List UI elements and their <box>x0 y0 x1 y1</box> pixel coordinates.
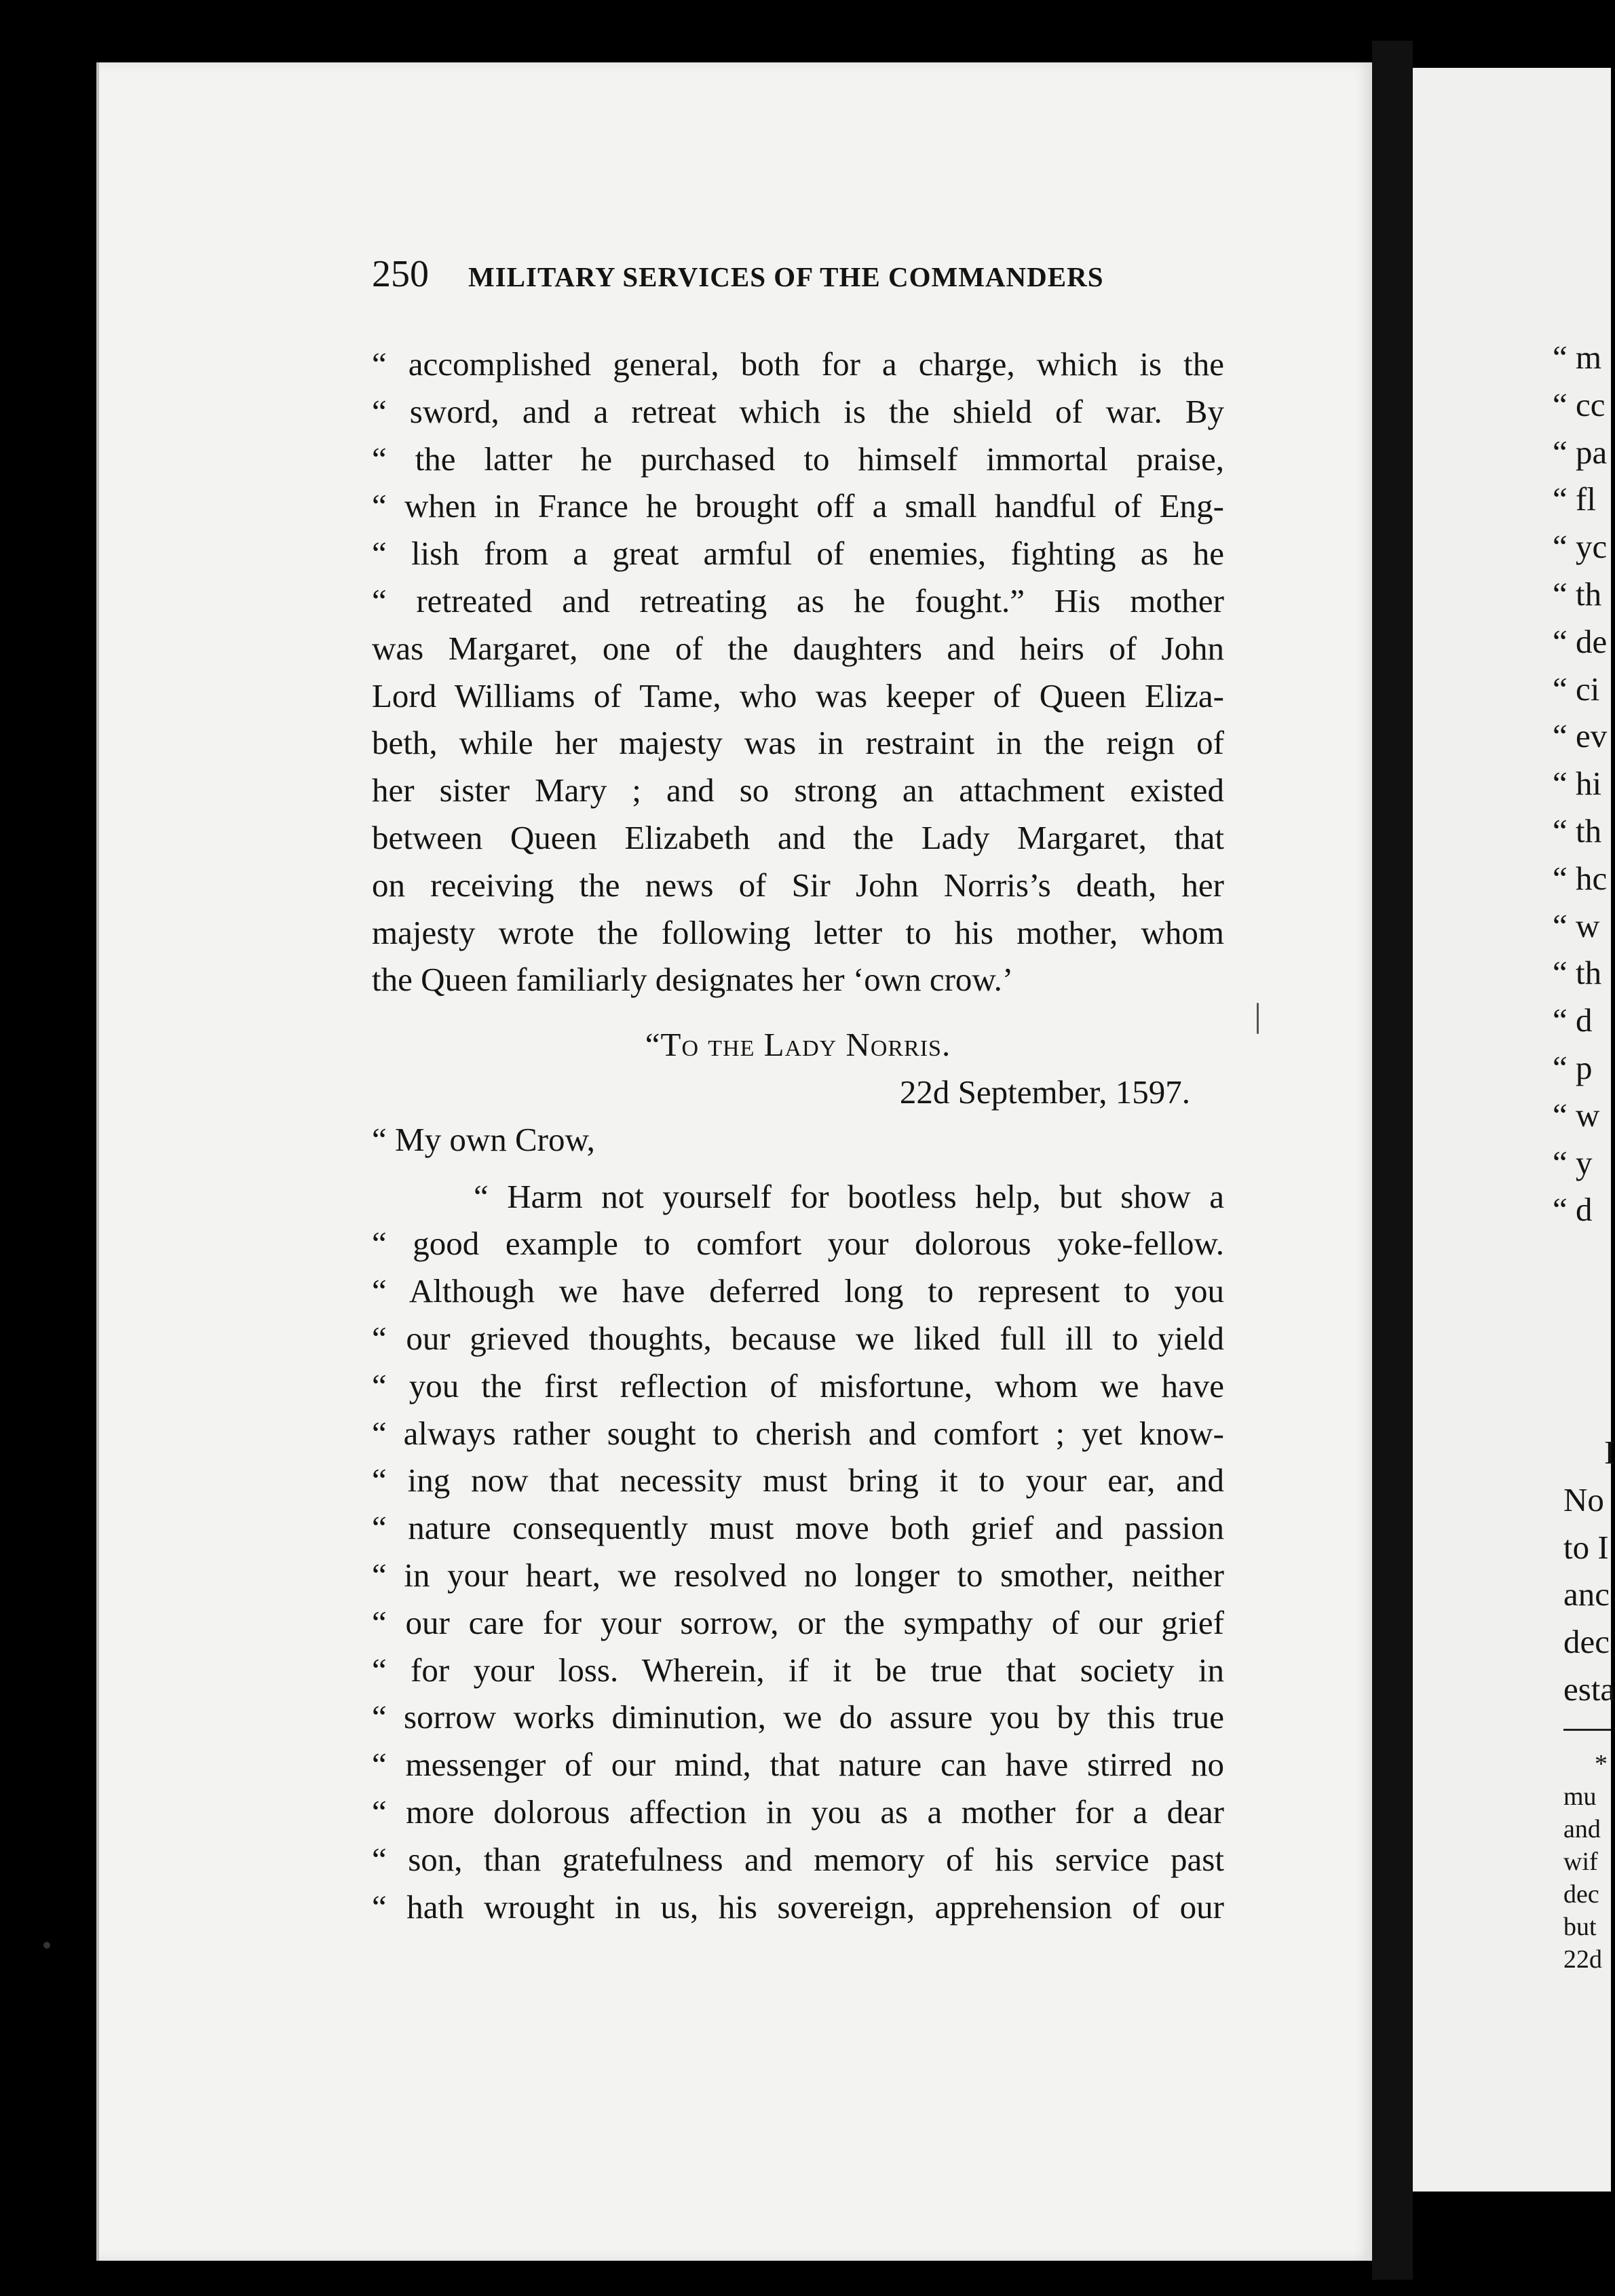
fragment-line: dec <box>1563 1880 1599 1909</box>
text-line: “ in your heart, we resolved no longer to smother, neither <box>372 1556 1224 1594</box>
letter-heading: “To the Lady Norris. <box>645 1026 951 1064</box>
fragment-line: “ m <box>1553 339 1602 376</box>
text-line: “ the latter he purchased to himself immortal praise, <box>372 440 1224 478</box>
text-line: the Queen familiarly designates her ‘own crow.’ <box>372 961 1014 999</box>
text-line: “ nature consequently must move both grief and passion <box>372 1509 1224 1547</box>
text-line: “ messenger of our mind, that nature can have stirred no <box>372 1746 1224 1784</box>
text-line: “ good example to comfort your dolorous yoke-fellow. <box>372 1225 1224 1263</box>
text-line: “ Harm not yourself for bootless help, but show a <box>474 1177 1224 1215</box>
fragment-line: and <box>1563 1815 1601 1843</box>
text-line: beth, while her majesty was in restraint in the reign of <box>372 724 1224 762</box>
footnote-rule <box>1563 1729 1611 1731</box>
text-line: was Margaret, one of the daughters and heirs of John <box>372 629 1224 667</box>
fragment-line: No <box>1563 1480 1604 1518</box>
text-line: “ always rather sought to cherish and comfort ; yet know- <box>372 1414 1224 1452</box>
text-line: “ retreated and retreating as he fought.” His mother <box>372 581 1224 619</box>
letter-salutation: “ My own Crow, <box>372 1120 595 1158</box>
paragraph-1 <box>372 341 1224 1003</box>
fragment-line: wif <box>1563 1848 1598 1876</box>
fragment-line: “ d <box>1553 1001 1593 1039</box>
fragment-line: I <box>1604 1434 1615 1471</box>
text-line: Lord Williams of Tame, who was keeper of Queen Eliza- <box>372 676 1224 714</box>
fragment-line: esta <box>1563 1670 1615 1708</box>
facing-page-text <box>1553 334 1607 1233</box>
main-text <box>372 341 1224 1930</box>
page-number: 250 <box>372 253 429 295</box>
fragment-line: “ d <box>1553 1191 1593 1229</box>
fragment-line: * <box>1595 1750 1608 1778</box>
text-line: majesty wrote the following letter to his mother, whom <box>372 913 1224 951</box>
fragment-line: 22d <box>1563 1945 1602 1974</box>
fragment-line: “ cc <box>1553 385 1606 423</box>
running-head: MILITARY SERVICES OF THE COMMANDERS <box>468 261 1104 292</box>
fragment-line: “ w <box>1553 906 1600 944</box>
fragment-line: “ hc <box>1553 859 1608 897</box>
paragraph-2 <box>372 1173 1224 1931</box>
paper-speck <box>43 1942 50 1949</box>
fragment-line: “ ev <box>1553 717 1608 755</box>
text-line: “ our grieved thoughts, because we liked full ill to yield <box>372 1319 1224 1357</box>
fragment-line: “ de <box>1553 622 1608 660</box>
text-line: “ hath wrought in us, his sovereign, apprehension of our <box>372 1888 1224 1926</box>
fragment-line: “ pa <box>1553 433 1608 471</box>
text-line: “ sword, and a retreat which is the shield of war. By <box>372 392 1224 430</box>
fragment-line: mu <box>1563 1782 1597 1811</box>
fragment-line: “ w <box>1553 1096 1600 1134</box>
fragment-line: dec <box>1563 1623 1610 1661</box>
fragment-line: “ th <box>1553 954 1602 992</box>
fragment-line: but <box>1563 1913 1597 1941</box>
text-line: “ accomplished general, both for a charge, which is the <box>372 345 1224 383</box>
text-line: “ ing now that necessity must bring it to your ear, and <box>372 1461 1224 1499</box>
fragment-line: “ p <box>1553 1048 1593 1086</box>
facing-page-footnote <box>1563 1748 1608 1976</box>
text-line: “ son, than gratefulness and memory of his service past <box>372 1840 1224 1878</box>
facing-page-paragraph <box>1563 1429 1615 1713</box>
book-gutter <box>1372 41 1413 2280</box>
fragment-line: “ yc <box>1553 528 1608 566</box>
text-line: between Queen Elizabeth and the Lady Margaret, that <box>372 818 1224 856</box>
fragment-line: “ hi <box>1553 765 1602 803</box>
letter-date: 22d September, 1597. <box>899 1073 1190 1111</box>
fragment-line: “ y <box>1553 1143 1593 1181</box>
text-line: her sister Mary ; and so strong an attachment existed <box>372 771 1224 809</box>
paper-speck <box>1257 1003 1259 1034</box>
fragment-line: anc <box>1563 1575 1610 1613</box>
text-line: on receiving the news of Sir John Norris’s death, her <box>372 866 1224 904</box>
fragment-line: “ ci <box>1553 670 1600 708</box>
page-header <box>372 252 1220 300</box>
text-line: “ when in France he brought off a small handful of Eng- <box>372 487 1224 525</box>
text-line: “ our care for your sorrow, or the sympathy of our grief <box>372 1603 1224 1641</box>
text-line: “ you the first reflection of misfortune, whom we have <box>372 1366 1224 1404</box>
text-line: “ more dolorous affection in you as a mother for a dear <box>372 1793 1224 1831</box>
text-line: “ lish from a great armful of enemies, fighting as he <box>372 535 1224 573</box>
text-line: “ for your loss. Wherein, if it be true that society in <box>372 1651 1224 1689</box>
text-line: “ Although we have deferred long to represent to you <box>372 1272 1224 1310</box>
fragment-line: to I <box>1563 1528 1609 1566</box>
fragment-line: “ th <box>1553 575 1602 613</box>
fragment-line: “ th <box>1553 811 1602 849</box>
text-line: “ sorrow works diminution, we do assure you by this true <box>372 1698 1224 1736</box>
fragment-line: “ fl <box>1553 480 1596 518</box>
